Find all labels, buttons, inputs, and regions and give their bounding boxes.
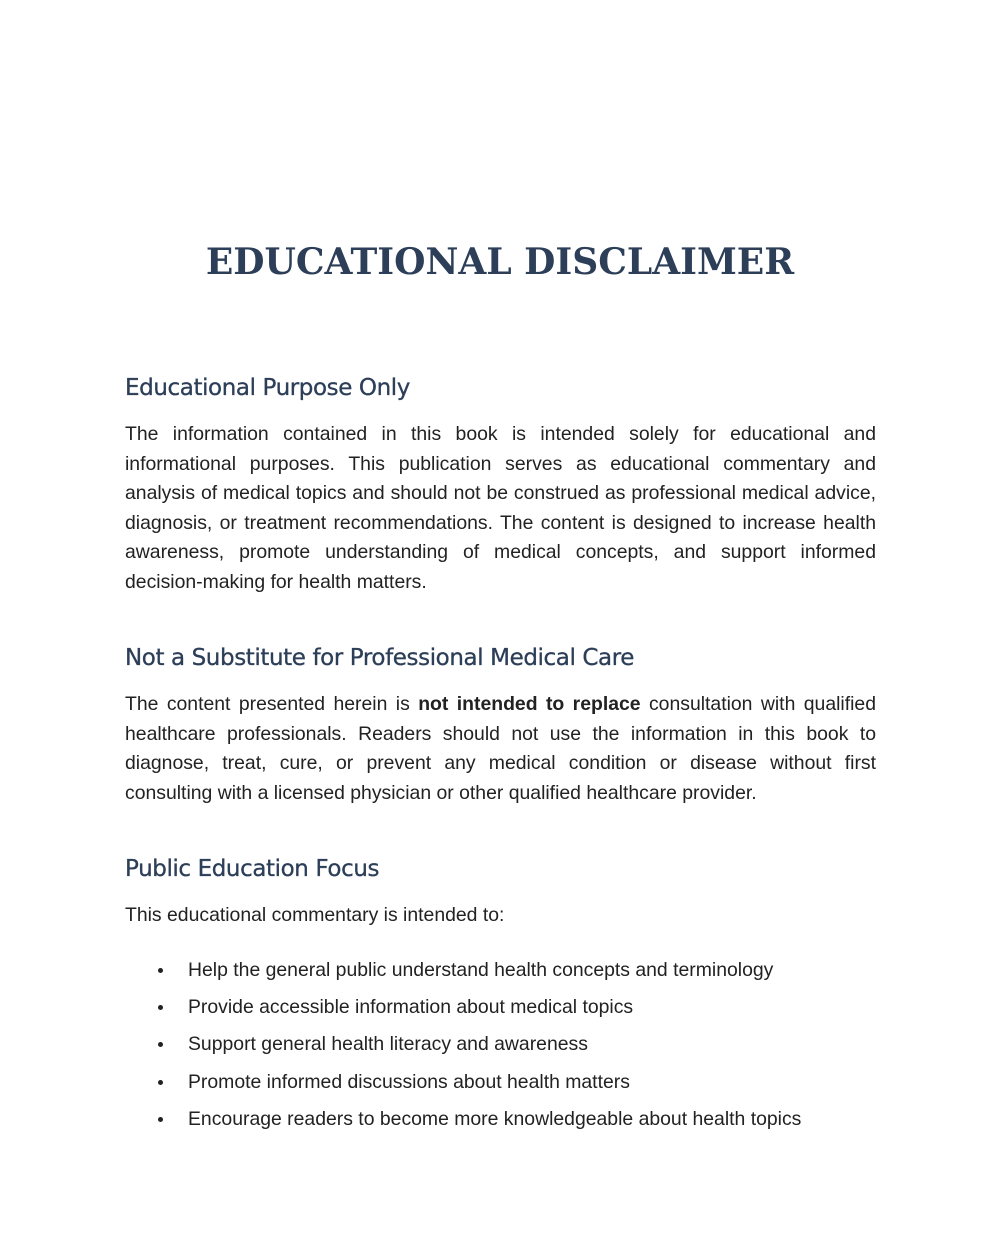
bullet-list <box>125 952 876 1139</box>
emphasis-text: not intended to replace <box>418 693 641 715</box>
document-body <box>125 370 876 1139</box>
section-not-a-substitute <box>125 642 876 808</box>
list-item <box>125 952 876 989</box>
section-intro: This educational commentary is intended to: <box>125 904 505 926</box>
section-heading: Educational Purpose Only <box>125 375 410 401</box>
list-item <box>125 1101 876 1138</box>
list-item <box>125 1064 876 1101</box>
section-paragraph <box>125 690 876 808</box>
bullet-icon <box>158 1117 163 1122</box>
page-title: EDUCATIONAL DISCLAIMER <box>205 241 795 283</box>
list-item-text: Promote informed discussions about health matters <box>188 1070 630 1093</box>
bullet-icon <box>158 1005 163 1010</box>
section-heading: Public Education Focus <box>125 856 380 882</box>
bullet-icon <box>158 1042 163 1047</box>
section-heading: Not a Substitute for Professional Medical Care <box>125 645 635 671</box>
paragraph-text: consultation with qualified healthcare professionals. Readers should not use the information in this book to diagnose, treat, cure, or prevent any medical condition or disease without first consulting with a licensed physician or other qualified healthcare provider. <box>125 693 876 804</box>
section-paragraph: The information contained in this book is intended solely for educational and informational purposes. This publication serves as educational commentary and analysis of medical topics and should not be construed as professional medical advice, diagnosis, or treatment recommendations. The content is designed to increase health awareness, promote understanding of medical concepts, and support informed decision-making for health matters. <box>125 423 876 593</box>
list-item-text: Help the general public understand health concepts and terminology <box>188 958 774 981</box>
list-item <box>125 989 876 1026</box>
section-educational-purpose <box>125 372 876 597</box>
bullet-icon <box>158 1080 163 1085</box>
section-public-education <box>125 853 876 1139</box>
list-item-text: Provide accessible information about medical topics <box>188 995 634 1018</box>
list-item-text: Support general health literacy and awareness <box>188 1033 588 1056</box>
bullet-icon <box>158 968 163 973</box>
list-item <box>125 1026 876 1063</box>
paragraph-text: The content presented herein is <box>125 693 419 715</box>
list-item-text: Encourage readers to become more knowledgeable about health topics <box>188 1108 802 1131</box>
